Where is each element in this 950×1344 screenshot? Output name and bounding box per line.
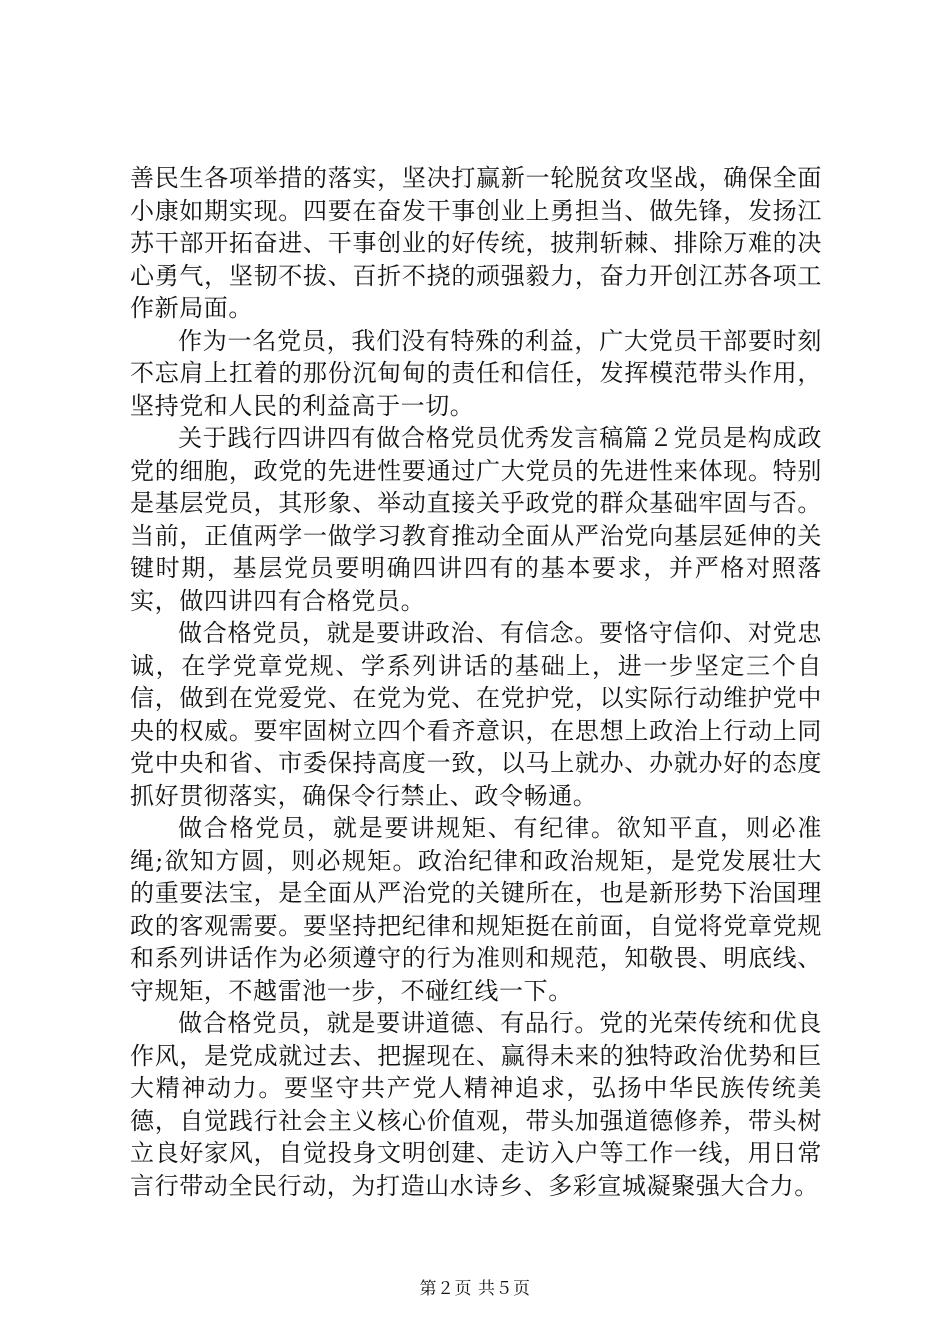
paragraph-4: 做合格党员，就是要讲政治、有信念。要恪守信仰、对党忠诚，在学党章党规、学系列讲话的基础上，进一步坚定三个自信，做到在党爱党、在党为党、在党护党，以实际行动维护党中央的权威。要牢固树立四个看齐意识，在思想上政治上行动上同党中央和省、市委保持高度一致，以马上就办、办就办好的态度抓好贯彻落实，确保令行禁止、政令畅通。 — [130, 619, 822, 810]
paragraph-6: 做合格党员，就是要讲道德、有品行。党的光荣传统和优良作风，是党成就过去、把握现在、赢得未来的独特政治优势和巨大精神动力。要坚守共产党人精神追求，弘扬中华民族传统美德，自觉践行社会主义核心价值观，带头加强道德修养，带头树立良好家风，自觉投身文明创建、走访入户等工作一线，用日常言行带动全民行动，为打造山水诗乡、多彩宣城凝聚强大合力。 — [130, 1009, 822, 1200]
document-body — [130, 162, 822, 1202]
paragraph-3: 关于践行四讲四有做合格党员优秀发言稿篇２党员是构成政党的细胞，政党的先进性要通过广大党员的先进性来体现。特别是基层党员，其形象、举动直接关乎政党的群众基础牢固与否。当前，正值两学一做学习教育推动全面从严治党向基层延伸的关键时期，基层党员要明确四讲四有的基本要求，并严格对照落实，做四讲四有合格党员。 — [130, 424, 822, 615]
paragraph-5: 做合格党员，就是要讲规矩、有纪律。欲知平直，则必准绳;欲知方圆，则必规矩。政治纪律和政治规矩，是党发展壮大的重要法宝，是全面从严治党的关键所在，也是新形势下治国理政的客观需要。要坚持把纪律和规矩挺在前面，自觉将党章党规和系列讲话作为必须遵守的行为准则和规范，知敬畏、明底线、守规矩，不越雷池一步，不碰红线一下。 — [130, 814, 822, 1005]
page-number-footer: 第２页 共５页 — [419, 1279, 531, 1299]
paragraph-2: 作为一名党员，我们没有特殊的利益，广大党员干部要时刻不忘肩上扛着的那份沉甸甸的责任和信任，发挥模范带头作用，坚持党和人民的利益高于一切。 — [130, 326, 822, 420]
paragraph-1-continuation: 善民生各项举措的落实，坚决打赢新一轮脱贫攻坚战，确保全面小康如期实现。四要在奋发干事创业上勇担当、做先锋，发扬江苏干部开拓奋进、干事创业的好传统，披荆斩棘、排除万难的决心勇气，坚韧不拔、百折不挠的顽强毅力，奋力开创江苏各项工作新局面。 — [130, 164, 822, 322]
